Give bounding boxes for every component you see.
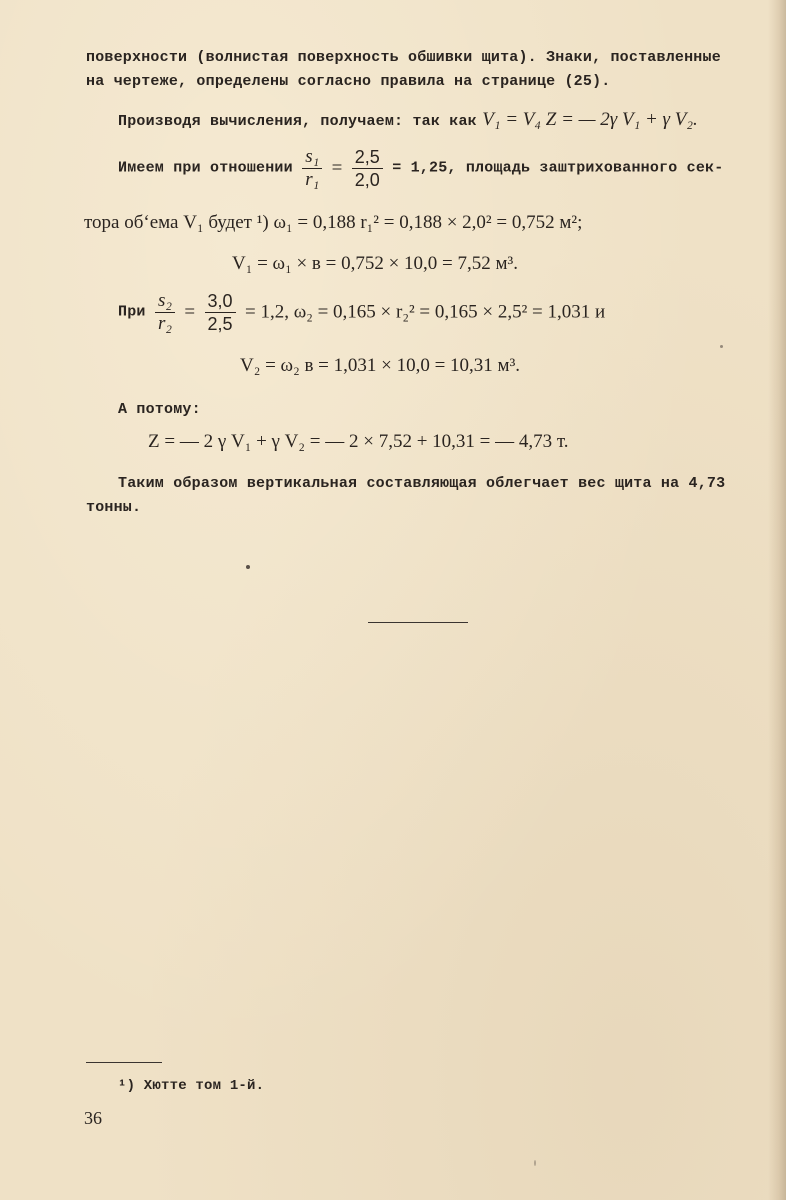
paragraph-text: Производя вычисления, получаем: так как [118, 113, 477, 130]
fraction-numerator: s₁ [302, 146, 322, 169]
paragraph-line: тонны. [86, 499, 142, 516]
footnote-divider [86, 1062, 162, 1063]
fraction-numerator: 2,5 [352, 146, 383, 169]
fraction-denominator: 2,0 [354, 170, 380, 190]
fraction-values [205, 290, 236, 335]
paragraph-line: на чертеже, определены согласно правила на странице (25). [86, 73, 611, 90]
paragraph-ratio-1 [118, 146, 723, 191]
paragraph-text: = 1,25, площадь заштрихованного сек- [392, 159, 724, 177]
page-spine-shadow [768, 0, 786, 1200]
equation-z: Z = — 2 γ V₁ + γ V₂ = — 2 × 7,52 + 10,31 = — 4,73 т. [148, 431, 569, 452]
paragraph-ratio-2 [118, 290, 605, 335]
paragraph-computation [118, 110, 698, 132]
formula: V₁ = V₄ Z = — 2γ V₁ + γ V₂. [482, 109, 698, 130]
print-speck [720, 345, 723, 348]
paragraph-text: При [118, 303, 146, 321]
fraction-denominator: r₁ [305, 169, 320, 190]
fraction-numerator: 3,0 [205, 290, 236, 313]
page-number: 36 [84, 1108, 102, 1128]
fraction-s2-r2 [155, 290, 175, 335]
paragraph-text: Имеем при отношении [118, 159, 293, 177]
equation-v2: V₂ = ω₂ в = 1,031 × 10,0 = 10,31 м³. [240, 355, 521, 376]
fraction-values [352, 146, 383, 191]
section-divider [368, 622, 468, 623]
paragraph-text: = 1,2, ω₂ = 0,165 × r₂² = 0,165 × 2,5² = 1,031 и [244, 301, 606, 323]
paragraph-therefore: А потому: [118, 401, 201, 418]
paragraph-line: Таким образом вертикальная составляющая облегчает вес щита на 4,73 [118, 475, 726, 492]
equals-sign: = [184, 301, 196, 323]
fraction-denominator: 2,5 [207, 314, 233, 334]
equals-sign: = [331, 157, 343, 179]
fraction-numerator: s₂ [155, 290, 175, 313]
fraction-denominator: r₂ [158, 313, 173, 334]
print-speck [246, 565, 250, 569]
paragraph-text: тора об‘ема V₁ будет ¹) ω₁ = 0,188 r₁² = 0,188 × 2,0² = 0,752 м²; [84, 212, 583, 233]
fraction-s1-r1 [302, 146, 322, 191]
equation-v1: V₁ = ω₁ × в = 0,752 × 10,0 = 7,52 м³. [232, 253, 518, 274]
paragraph-sector-volume [84, 213, 582, 233]
print-speck [534, 1160, 536, 1166]
footnote: ¹) Хютте том 1-й. [118, 1078, 265, 1094]
paragraph-line: поверхности (волнистая поверхность обшивки щита). Знаки, поставленные [86, 49, 721, 66]
